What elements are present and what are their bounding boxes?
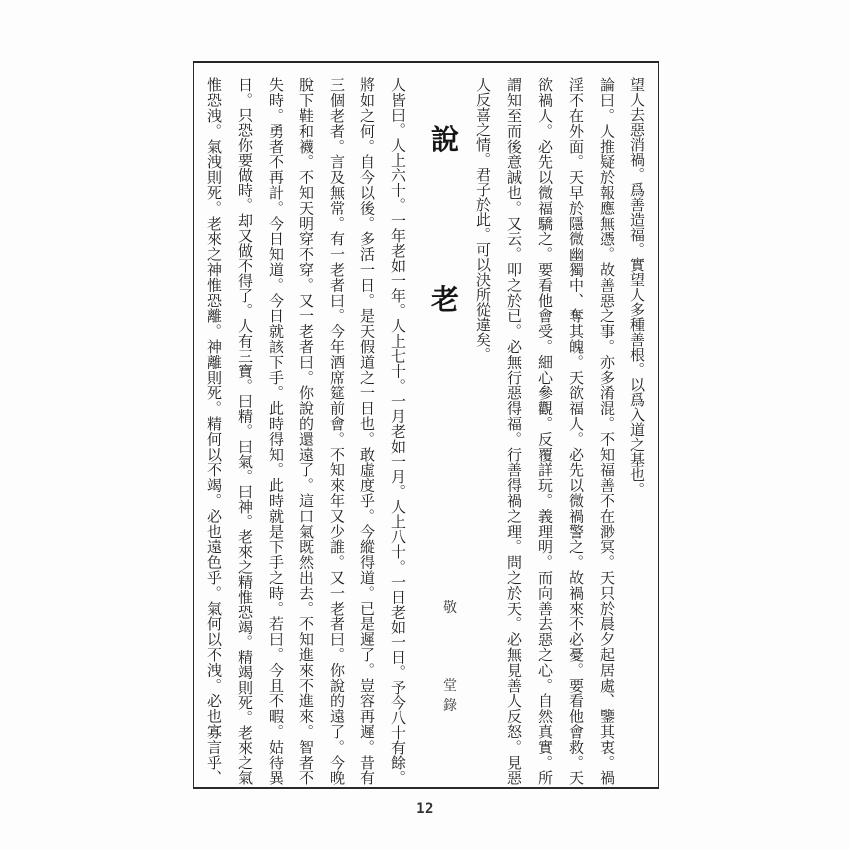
author-credit-char: 堂 [443,678,457,694]
page-border [193,61,659,789]
author-credit-char: 敬 [443,600,457,616]
author-credit-char: 錄 [443,698,457,714]
text-column: 人反喜之情。君子於此。可以決所從違矣。 [474,77,492,362]
text-column: 三個老者。言及無常。有一老者曰。今年酒席筵前會。不知來年又少誰。又一老者曰。你說的遠了。今晚 [328,77,346,785]
text-column: 惟恐洩。氣洩則死。老來之神惟恐離。神離則死。精何以不竭。必也遠色乎。氣何以不洩。必也寡言乎、 [205,77,223,785]
page-number: 12 [416,801,434,817]
text-column: 論曰。人推疑於報應無憑。故善惡之事。亦多淆混。不知福善不在渺冥。天只於晨夕起居處、鑒其衷。禍 [598,77,616,785]
text-column: 欲禍人。必先以微福驕之。要看他會受。細心參觀。反覆詳玩。義理明。而向善去惡之心。自然真實。所 [536,77,554,785]
text-column: 日。只恐你要做時。却又做不得了。人有三寶。曰精。曰氣。曰神。老來之精惟恐竭。精竭則死。老來之氣 [236,77,254,785]
text-column: 望人去惡消禍。爲善造福。實望人多種善根。以爲入道之基也。 [628,77,646,497]
text-column: 失時。勇者不再計。今日知道。今日就該下手。此時得知。此時就是下手之時。若曰。今且不暇。姑待異 [267,77,285,785]
text-column: 將如之何。自今以後。多活一日。是天假道之一日也。敢虛度乎。今縱得道。已是遲了。豈容再遲。昔有 [358,77,376,785]
article-title-char: 老 [430,283,459,316]
text-column: 淫不在外面。天早於隱微幽獨中、奪其魄。天欲福人。必先以微禍警之。故禍來不必憂。要看他會救。天 [567,77,585,785]
text-column: 謂知至而後意誠也。又云。叩之於已。必無行惡得福。行善得禍之理。問之於天。必無見善人反怒。見惡 [505,77,523,785]
text-column: 脫下鞋和襪。不知天明穿不穿。又一老者曰。你說的還遠了。這口氣既然出去。不知進來不進來。智者不 [297,77,315,785]
text-column: 人皆曰。人上六十。一年老如一年。人上七十。一月老如一月。人上八十。一日老如一日。予今八十有餘。 [389,77,407,785]
article-title-char: 說 [430,123,459,156]
